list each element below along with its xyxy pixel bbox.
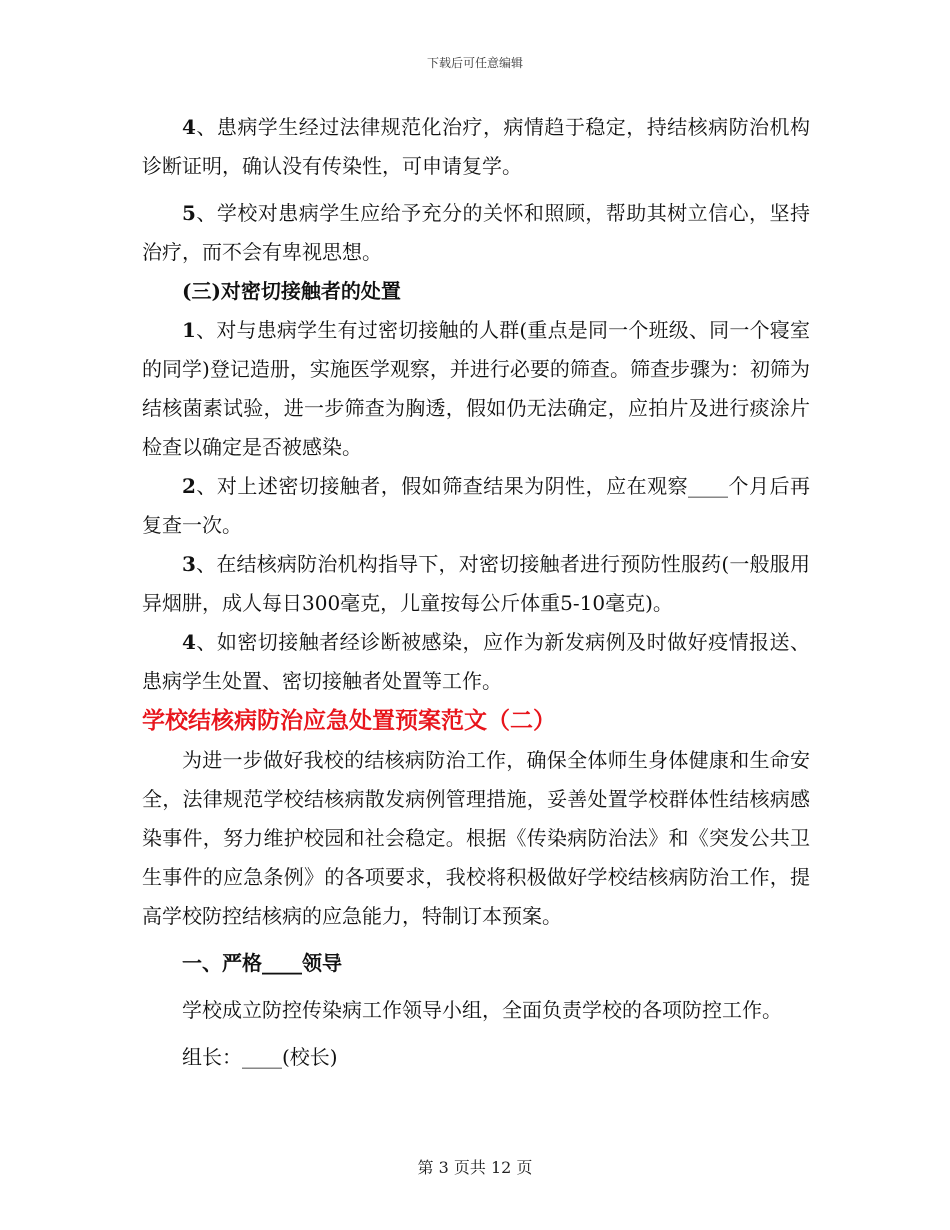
section-heading-1: 一、严格____领导	[182, 951, 342, 975]
paragraph-text: 、如密切接触者经诊断被感染，应作为新发病例及时做好疫情报送、患病学生处置、密切接触者处置等工作。	[142, 630, 810, 693]
item-number: 2	[182, 474, 196, 498]
item-number: 3	[182, 552, 196, 576]
paragraph-contact-1	[142, 311, 810, 467]
paragraph-contact-3	[142, 545, 810, 623]
paragraph-item-4	[142, 108, 810, 186]
page-header: 下载后可任意编辑	[426, 56, 523, 70]
item-number: 5	[182, 201, 196, 225]
paragraph-text: 、在结核病防治机构指导下，对密切接触者进行预防性服药(一般服用异烟肼，成人每日300毫克，儿童按每公斤体重5-10毫克)。	[142, 552, 810, 615]
intro-paragraph: 为进一步做好我校的结核病防治工作，确保全体师生身体健康和生命安全，法律规范学校结核病散发病例管理措施，妥善处置学校群体性结核病感染事件，努力维护校园和社会稳定。根据《传染病防治法》和《突发公共卫生事件的应急条例》的各项要求，我校将积极做好学校结核病防治工作，提高学校防控结核病的应急能力，特制订本预案。	[142, 748, 810, 928]
document-title: 学校结核病防治应急处置预案范文（二）	[142, 707, 556, 734]
document-body	[142, 108, 810, 1077]
page-footer: 第 3 页共 12 页	[417, 1158, 533, 1177]
paragraph-item-5	[142, 194, 810, 272]
item-number: 4	[182, 115, 196, 139]
paragraph-text: 、对与患病学生有过密切接触的人群(重点是同一个班级、同一个寝室的同学)登记造册，实施医学观察，并进行必要的筛查。筛查步骤为：初筛为结核菌素试验，进一步筛查为胸透，假如仍无法确定，应拍片及进行痰涂片检查以确定是否被感染。	[142, 318, 810, 459]
item-number: 4	[182, 630, 196, 654]
section-1-paragraph: 学校成立防控传染病工作领导小组，全面负责学校的各项防控工作。	[182, 998, 782, 1022]
paragraph-text: 、患病学生经过法律规范化治疗，病情趋于稳定，持结核病防治机构诊断证明，确认没有传染性，可申请复学。	[142, 115, 810, 178]
leader-line: 组长：____(校长)	[182, 1045, 338, 1069]
item-number: 1	[182, 318, 196, 342]
paragraph-text: 、学校对患病学生应给予充分的关怀和照顾，帮助其树立信心，坚持治疗，而不会有卑视思想。	[142, 201, 810, 264]
paragraph-contact-2	[142, 467, 810, 545]
paragraph-text: 、对上述密切接触者，假如筛查结果为阴性，应在观察____个月后再复查一次。	[142, 474, 810, 537]
section-heading-3: (三)对密切接触者的处置	[182, 279, 401, 303]
paragraph-contact-4	[142, 623, 810, 701]
